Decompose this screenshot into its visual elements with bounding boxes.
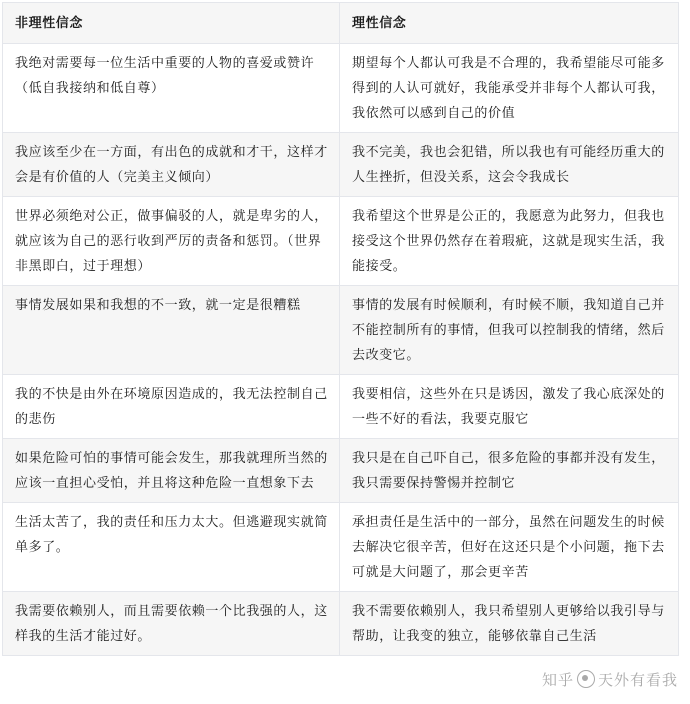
rational-cell: 期望每个人都认可我是不合理的，我希望能尽可能多得到的人认可就好，我能承受并非每个人都认可我，我依然可以感到自己的价值 <box>340 44 679 133</box>
watermark-author: 天外有看我 <box>597 671 678 689</box>
irrational-cell: 事情发展如果和我想的不一致，就一定是很糟糕 <box>3 286 340 375</box>
irrational-cell: 如果危险可怕的事情可能会发生，那我就理所当然的应该一直担心受怕，并且将这种危险一直想象下去 <box>3 439 340 503</box>
table-row <box>3 197 679 286</box>
table-row <box>3 439 679 503</box>
table-row <box>3 375 679 439</box>
watermark-site: 知乎 <box>541 671 574 689</box>
rational-cell: 我不完美，我也会犯错，所以我也有可能经历重大的人生挫折，但没关系，这会令我成长 <box>340 133 679 197</box>
table-row <box>3 286 679 375</box>
irrational-cell: 生活太苦了，我的责任和压力太大。但逃避现实就简单多了。 <box>3 503 340 592</box>
irrational-cell: 我需要依赖别人，而且需要依赖一个比我强的人，这样我的生活才能过好。 <box>3 592 340 656</box>
header-irrational: 非理性信念 <box>3 3 340 44</box>
table-row <box>3 503 679 592</box>
rational-cell: 事情的发展有时候顺利，有时候不顺，我知道自己并不能控制所有的事情，但我可以控制我的情绪，然后去改变它。 <box>340 286 679 375</box>
rational-cell: 我希望这个世界是公正的，我愿意为此努力，但我也接受这个世界仍然存在着瑕疵，这就是现实生活，我能接受。 <box>340 197 679 286</box>
table-header-row <box>3 3 679 44</box>
rational-cell: 承担责任是生活中的一部分，虽然在问题发生的时候去解决它很辛苦，但好在这还只是个小问题，拖下去可就是大问题了，那会更辛苦 <box>340 503 679 592</box>
beliefs-table <box>2 2 679 656</box>
header-rational: 理性信念 <box>340 3 679 44</box>
table-row <box>3 133 679 197</box>
watermark <box>542 669 678 690</box>
table-row <box>3 592 679 656</box>
irrational-cell: 世界必须绝对公正，做事偏驳的人，就是卑劣的人，就应该为自己的恶行收到严厉的责备和惩罚。（世界非黑即白，过于理想） <box>3 197 340 286</box>
table-row <box>3 44 679 133</box>
irrational-cell: 我绝对需要每一位生活中重要的人物的喜爱或赞许（低自我接纳和低自尊） <box>3 44 340 133</box>
rational-cell: 我只是在自己吓自己，很多危险的事都并没有发生，我只需要保持警惕并控制它 <box>340 439 679 503</box>
rational-cell: 我要相信，这些外在只是诱因，激发了我心底深处的一些不好的看法，我要克服它 <box>340 375 679 439</box>
irrational-cell: 我应该至少在一方面，有出色的成就和才干，这样才会是有价值的人（完美主义倾向） <box>3 133 340 197</box>
logo-icon <box>577 670 595 688</box>
irrational-cell: 我的不快是由外在环境原因造成的，我无法控制自己的悲伤 <box>3 375 340 439</box>
rational-cell: 我不需要依赖别人，我只希望别人更够给以我引导与帮助，让我变的独立，能够依靠自己生活 <box>340 592 679 656</box>
